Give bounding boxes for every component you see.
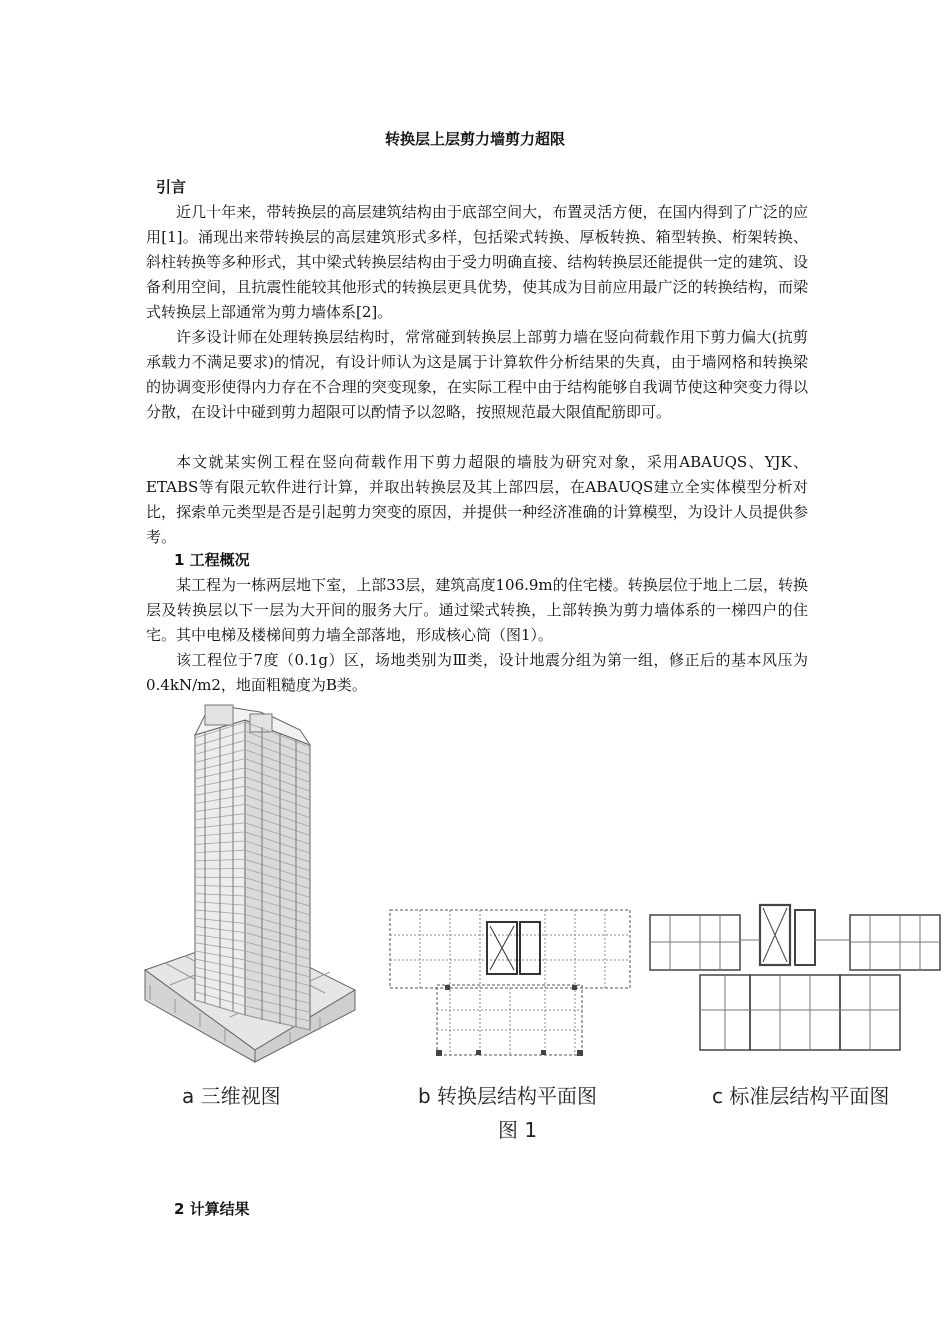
figure-number: 图 1 xyxy=(498,1118,538,1142)
paragraph-5: 该工程位于7度（0.1g）区，场地类别为Ⅲ类，设计地震分组为第一组，修正后的基本风压为0.4kN/m2，地面粗糙度为B类。 xyxy=(146,651,808,694)
paragraph-2: 许多设计师在处理转换层结构时，常常碰到转换层上部剪力墙在竖向荷载作用下剪力偏大(抗剪承载力不满足要求)的情况，有设计师认为这是属于计算软件分析结果的失真，由于墙网格和转换梁的协调变形使得内力存在不合理的突变现象，在实际工程中由于结构能够自我调节使这种突变力得以分散，在设计中碰到剪力超限可以酌情予以忽略，按照规范最大限值配筋即可。 xyxy=(146,328,808,421)
paragraph-4: 某工程为一栋两层地下室，上部33层，建筑高度106.9m的住宅楼。转换层位于地上二层，转换层及转换层以下一层为大开间的服务大厅。通过梁式转换，上部转换为剪力墙体系的一梯四户的住宅。其中电梯及楼梯间剪力墙全部落地，形成核心筒（图1）。 xyxy=(146,576,808,644)
figure-caption-c: c 标准层结构平面图 xyxy=(712,1084,890,1108)
paragraph-3: 本文就某实例工程在竖向荷载作用下剪力超限的墙肢为研究对象，采用ABAUQS、YJK、ETABS等有限元软件进行计算，并取出转换层及其上部四层，在ABAUQS建立全实体模型分析对比，探索单元类型是否是引起剪力突变的原因，并提供一种经济准确的计算模型，为设计人员提供参考。 xyxy=(146,453,808,546)
transfer-floor-plan xyxy=(390,910,630,1056)
figure-caption-b: b 转换层结构平面图 xyxy=(418,1084,598,1108)
standard-floor-plan xyxy=(650,905,940,1050)
tower-3d-view xyxy=(145,705,355,1062)
figure-caption-a: a 三维视图 xyxy=(182,1084,281,1108)
paragraph-1: 近几十年来，带转换层的高层建筑结构由于底部空间大，布置灵活方便，在国内得到了广泛的应用[1]。涌现出来带转换层的高层建筑形式多样，包括梁式转换、厚板转换、箱型转换、桁架转换、斜柱转换等多种形式，其中梁式转换层结构由于受力明确直接、结构转换层还能提供一定的建筑、设备利用空间，且抗震性能较其他形式的转换层更具优势，使其成为目前应用最广泛的转换结构，而梁式转换层上部通常为剪力墙体系[2]。 xyxy=(146,203,808,321)
section-heading-2: 2 计算结果 xyxy=(174,1200,250,1218)
page-title: 转换层上层剪力墙剪力超限 xyxy=(384,130,565,148)
section-heading-intro: 引言 xyxy=(156,178,187,196)
section-heading-1: 1 工程概况 xyxy=(174,551,250,569)
